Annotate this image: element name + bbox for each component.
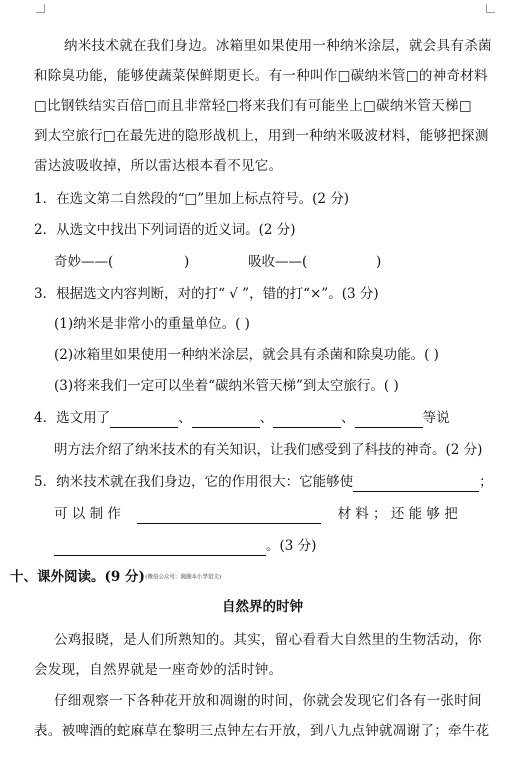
reading-line: 表。被啤酒的蛇麻草在黎明三点钟左右开放，到八九点钟就凋谢了；牵牛花	[34, 723, 490, 739]
answer-blank[interactable]	[110, 413, 178, 428]
passage-line: 和除臭功能，能够使蔬菜保鲜期更长。有一种叫作□碳纳米管□的神奇材料	[34, 68, 488, 84]
reading-line: 会发现，自然界就是一座奇妙的活时钟。	[34, 662, 283, 678]
question-4-prefix: 4．选文用了	[34, 410, 111, 426]
reading-line: 仔细观察一下各种花开放和凋谢的时间，你就会发现它们各有一张时间	[54, 693, 482, 709]
answer-blank[interactable]	[137, 509, 321, 524]
synonym-blank-2-close[interactable]: )	[376, 254, 382, 270]
separator: 、	[259, 410, 274, 426]
question-3: 3．根据选文内容判断，对的打“ √ ”，错的打“×”。(3 分)	[34, 286, 379, 302]
passage-line: 纳米技术就在我们身边。冰箱里如果使用一种纳米涂层，就会具有杀菌	[64, 38, 492, 54]
answer-blank[interactable]	[353, 477, 479, 492]
judgement-item-3: (3)将来我们一定可以坐着“碳纳米管天梯”到太空旅行。( )	[54, 378, 399, 394]
reading-title: 自然界的时钟	[222, 599, 303, 615]
question-5-line-3	[54, 536, 316, 556]
watermark-note: (微信公众号：湘湘本小学语文)	[144, 574, 222, 581]
corner-mark-left	[36, 4, 45, 13]
question-5-line-3-end: 。(3 分)	[266, 538, 317, 554]
answer-blank[interactable]	[54, 541, 266, 556]
synonym-item-2: 吸收——(	[248, 254, 308, 270]
question-5-line-2-text-b: 材 料 ； 还 能 够 把	[337, 506, 458, 522]
question-4	[34, 408, 450, 428]
section-heading-text: 十、课外阅读。(9 分)	[10, 569, 145, 585]
question-1: 1．在选文第二自然段的“□”里加上标点符号。(2 分)	[34, 191, 350, 207]
question-2: 2．从选文中找出下列词语的近义词。(2 分)	[34, 222, 296, 238]
synonym-item-1: 奇妙——(	[54, 254, 114, 270]
answer-blank[interactable]	[192, 413, 260, 428]
passage-line: □比钢铁结实百倍□而且非常轻□将来我们有可能坐上□碳纳米管天梯□	[34, 98, 472, 114]
question-4-line-2: 明方法介绍了纳米技术的有关知识，让我们感受到了科技的神奇。(2 分)	[54, 442, 483, 458]
section-heading	[10, 567, 222, 588]
judgement-item-1: (1)纳米是非常小的重量单位。( )	[54, 316, 250, 332]
synonym-blank-1-close[interactable]: )	[184, 254, 190, 270]
separator: 、	[178, 410, 192, 426]
answer-blank[interactable]	[355, 413, 423, 428]
question-5-prefix: 5．纳米技术就在我们身边，它的作用很大：它能够使	[34, 474, 354, 490]
separator: 、	[341, 410, 355, 426]
corner-mark-right	[486, 4, 495, 13]
question-5	[34, 472, 493, 492]
question-5-end: ；	[479, 474, 493, 490]
passage-line: 雷达波吸收掉，所以雷达根本看不见它。	[34, 158, 283, 174]
question-5-line-2-text: 可 以 制 作	[54, 506, 121, 522]
question-5-line-2	[54, 504, 458, 524]
judgement-item-2: (2)冰箱里如果使用一种纳米涂层，就会具有杀菌和除臭功能。( )	[54, 347, 439, 363]
reading-line: 公鸡报晓，是人们所熟知的。其实，留心看看大自然里的生物活动，你	[54, 632, 482, 648]
answer-blank[interactable]	[273, 413, 341, 428]
passage-line: 到太空旅行□在最先进的隐形战机上，用到一种纳米吸波材料，能够把探测	[34, 128, 489, 144]
question-4-suffix: 等说	[422, 410, 450, 426]
